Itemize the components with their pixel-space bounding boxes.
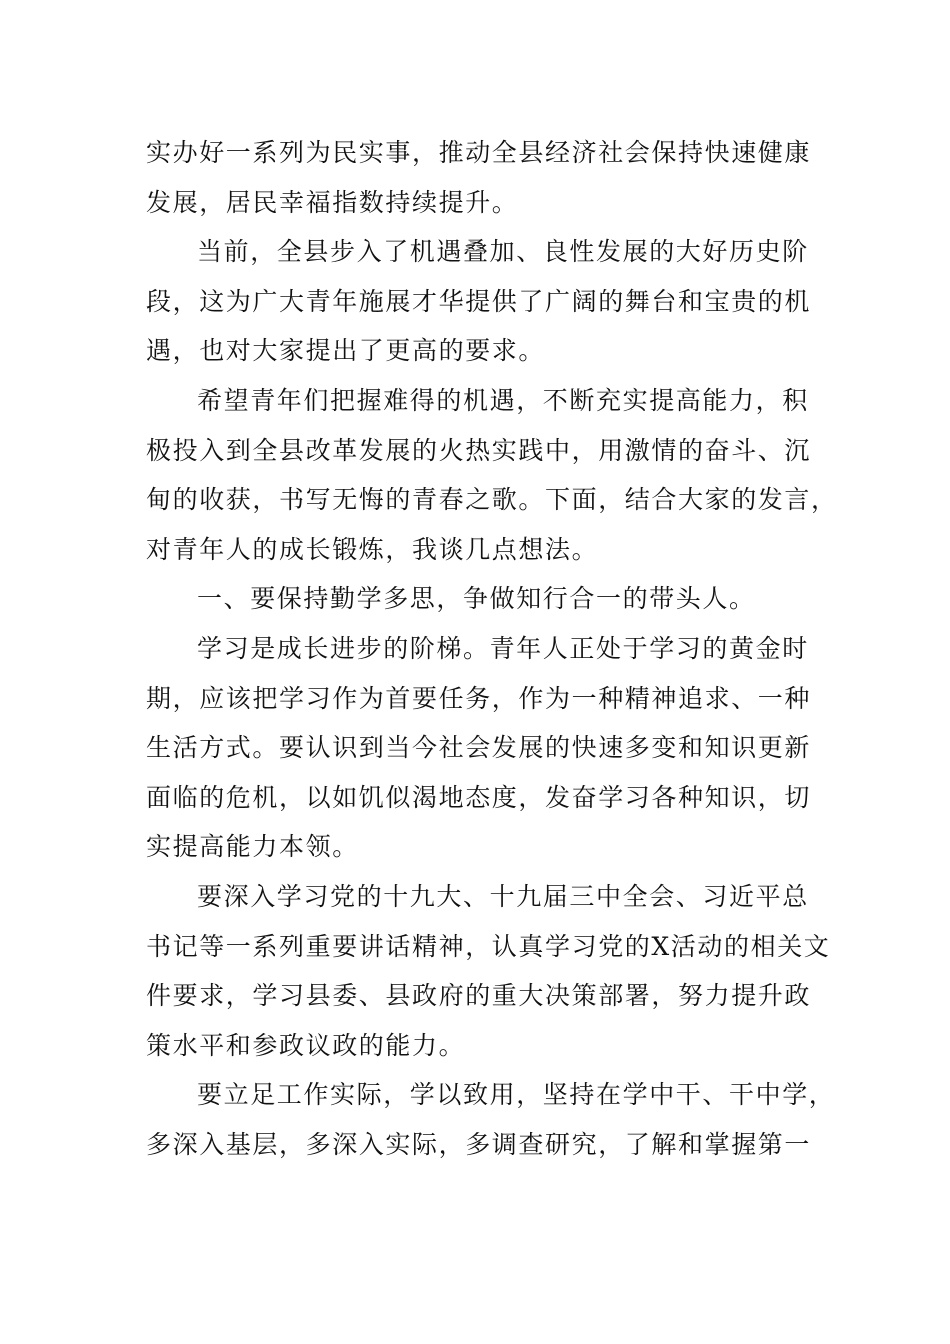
- text-line: 实办好一系列为民实事，推动全县经济社会保持快速健康: [146, 138, 812, 167]
- text-line: 遇，也对大家提出了更高的要求。: [146, 336, 546, 366]
- paragraph-start-line: 学习是成长进步的阶梯。青年人正处于学习的黄金时: [197, 633, 809, 663]
- text-line: 生活方式。要认识到当今社会发展的快速多变和知识更新: [146, 733, 812, 763]
- paragraph-start-line: 要深入学习党的十九大、十九届三中全会、习近平总: [197, 881, 809, 911]
- text-line: 件要求，学习县委、县政府的重大决策部署，努力提升政: [146, 981, 812, 1011]
- text-line: 策水平和参政议政的能力。: [146, 1030, 466, 1060]
- paragraph-start-line: 要立足工作实际，学以致用，坚持在学中干、干中学，: [197, 1080, 836, 1110]
- text-line: 多深入基层，多深入实际，多调查研究，了解和掌握第一: [146, 1129, 812, 1159]
- text-line: 书记等一系列重要讲话精神，认真学习党的X活动的相关文: [146, 931, 831, 961]
- text-line: 发展，居民幸福指数持续提升。: [146, 187, 519, 217]
- paragraph-start-line: 希望青年们把握难得的机遇，不断充实提高能力，积: [197, 385, 809, 415]
- text-line: 极投入到全县改革发展的火热实践中，用激情的奋斗、沉: [146, 435, 812, 465]
- text-line: 面临的危机，以如饥似渴地态度，发奋学习各种知识，切: [146, 782, 812, 812]
- text-line: 段，这为广大青年施展才华提供了广阔的舞台和宝贵的机: [146, 286, 812, 316]
- text-line: 实提高能力本领。: [146, 832, 359, 862]
- text-line: 期，应该把学习作为首要任务，作为一种精神追求、一种: [146, 683, 812, 713]
- paragraph-start-line: 当前，全县步入了机遇叠加、良性发展的大好历史阶: [197, 237, 809, 267]
- text-line: 甸的收获，书写无悔的青春之歌。下面，结合大家的发言，: [146, 485, 838, 515]
- section-heading: 一、要保持勤学多思，争做知行合一的带头人。: [197, 584, 756, 614]
- text-line: 对青年人的成长锻炼，我谈几点想法。: [146, 534, 599, 564]
- body-text: [146, 128, 838, 1169]
